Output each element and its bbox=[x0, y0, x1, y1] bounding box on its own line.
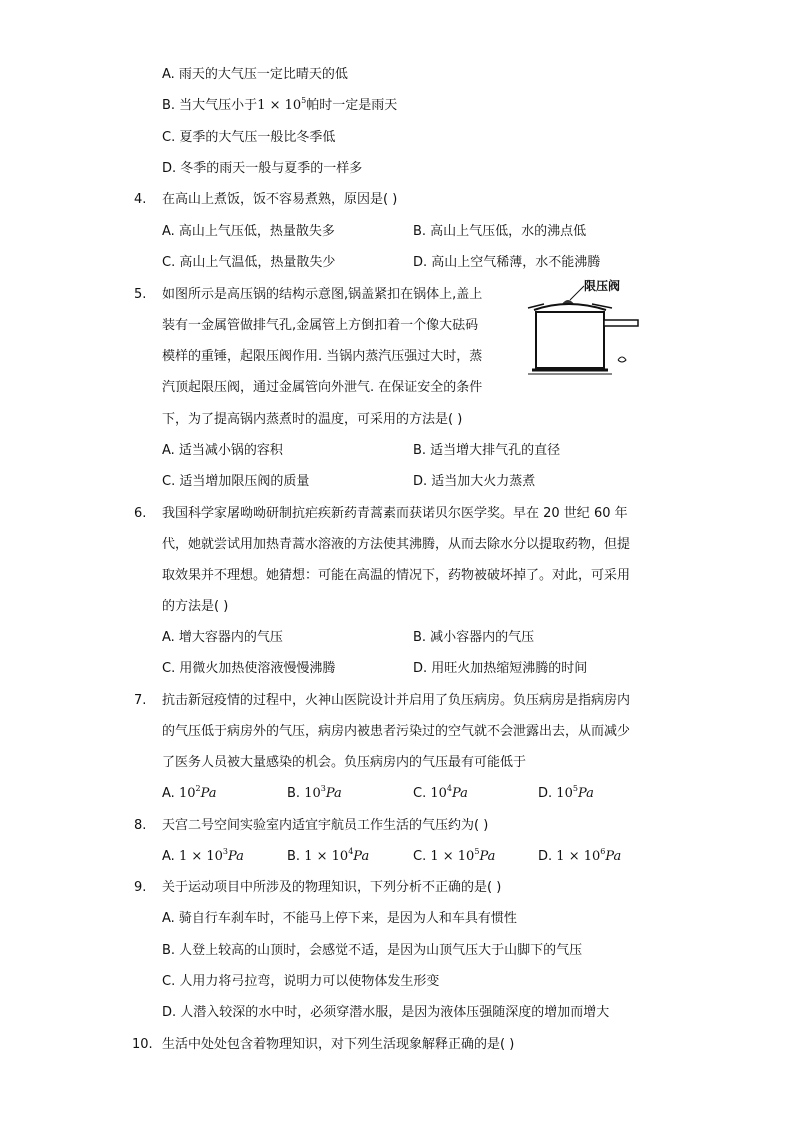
q3-option-a: A. 雨天的大气压一定比晴天的低 bbox=[162, 67, 348, 82]
q3-option-b-post: 帕时一定是雨天 bbox=[306, 98, 398, 113]
q3-option-b-pre: B. 当大气压小于 bbox=[162, 98, 258, 113]
q7-option-d-base: 10 bbox=[556, 786, 573, 801]
q6-option-d: D. 用旺火加热缩短沸腾的时间 bbox=[413, 661, 588, 676]
q5-option-d: D. 适当加大火力蒸煮 bbox=[413, 474, 536, 489]
q4-option-a: A. 高山上气压低，热量散失多 bbox=[162, 224, 335, 239]
q3-option-c: C. 夏季的大气压一般比冬季低 bbox=[162, 130, 336, 145]
q5-number: 5. bbox=[134, 287, 147, 302]
q7-stem-line-3: 了医务人员被大量感染的机会。负压病房内的气压最有可能低于 bbox=[162, 755, 527, 770]
q7-option-c-unit: Pa bbox=[452, 786, 468, 801]
q8-option-b bbox=[287, 848, 369, 866]
q8-option-b-exp: 4 bbox=[348, 847, 354, 856]
q7-option-c bbox=[413, 785, 468, 803]
q7-option-b-exp: 3 bbox=[320, 784, 326, 793]
q8-option-c bbox=[413, 848, 495, 866]
relief-valve-label: 限压阀 bbox=[584, 279, 621, 293]
q5-stem-line-1: 如图所示是高压锅的结构示意图,锅盖紧扣在锅体上,盖上 bbox=[162, 287, 483, 302]
q8-option-c-unit: Pa bbox=[479, 849, 496, 864]
cooker-body bbox=[536, 312, 604, 368]
q9-stem: 关于运动项目中所涉及的物理知识，下列分析不正确的是( ) bbox=[162, 880, 502, 895]
q5-stem-line-2: 装有一金属管做排气孔,金属管上方倒扣着一个像大砝码 bbox=[162, 318, 479, 333]
q7-option-c-label: C. bbox=[413, 786, 427, 801]
q3-option-d: D. 冬季的雨天一般与夏季的一样多 bbox=[162, 161, 363, 176]
cooker-handle bbox=[604, 320, 638, 326]
q6-option-b: B. 减小容器内的气压 bbox=[413, 630, 535, 645]
q6-stem-line-3: 取效果并不理想。她猜想：可能在高温的情况下，药物被破坏掉了。对此，可采用 bbox=[162, 568, 631, 583]
q7-option-a bbox=[162, 785, 217, 803]
q8-option-d-label: D. bbox=[538, 849, 553, 864]
q8-option-a-coef: 1 × 10 bbox=[178, 849, 223, 864]
q6-stem-line-4: 的方法是( ) bbox=[162, 599, 229, 614]
q6-option-a: A. 增大容器内的气压 bbox=[162, 630, 283, 645]
q8-option-b-unit: Pa bbox=[353, 849, 370, 864]
q7-stem-line-1: 抗击新冠疫情的过程中，火神山医院设计并启用了负压病房。负压病房是指病房内 bbox=[162, 693, 631, 708]
q8-option-d-unit: Pa bbox=[605, 849, 622, 864]
q8-option-d-exp: 6 bbox=[600, 847, 606, 856]
q10-stem: 生活中处处包含着物理知识，对下列生活现象解释正确的是( ) bbox=[162, 1037, 515, 1052]
steam-icon bbox=[618, 357, 626, 362]
q8-stem: 天宫二号空间实验室内适宜宇航员工作生活的气压约为( ) bbox=[162, 818, 489, 833]
q9-option-a: A. 骑自行车刹车时，不能马上停下来，是因为人和车具有惯性 bbox=[162, 911, 517, 926]
q8-number: 8. bbox=[134, 818, 147, 833]
q9-option-c: C. 人用力将弓拉弯，说明力可以使物体发生形变 bbox=[162, 974, 440, 989]
q8-option-d-coef: 1 × 10 bbox=[556, 849, 601, 864]
q4-stem: 在高山上煮饭，饭不容易煮熟，原因是( ) bbox=[162, 192, 398, 207]
q7-option-c-base: 10 bbox=[430, 786, 447, 801]
q5-stem-line-4: 汽顶起限压阀，通过金属管向外泄气. 在保证安全的条件 bbox=[162, 380, 483, 395]
q8-option-c-label: C. bbox=[413, 849, 427, 864]
q7-option-d bbox=[538, 785, 594, 803]
pressure-cooker-figure bbox=[522, 274, 640, 388]
q8-option-d bbox=[538, 848, 621, 866]
q7-stem-line-2: 的气压低于病房外的气压，病房内被患者污染过的空气就不会泄露出去，从而减少 bbox=[162, 724, 631, 739]
q4-number: 4. bbox=[134, 192, 147, 207]
q7-option-a-exp: 2 bbox=[195, 784, 201, 793]
q4-option-b: B. 高山上气压低，水的沸点低 bbox=[413, 224, 587, 239]
q8-option-a-unit: Pa bbox=[228, 849, 244, 864]
pressure-cooker-diagram bbox=[522, 274, 640, 384]
q6-number: 6. bbox=[134, 506, 147, 521]
q8-option-a bbox=[162, 848, 244, 866]
q7-option-b-base: 10 bbox=[304, 786, 321, 801]
q7-option-d-unit: Pa bbox=[577, 786, 594, 801]
q8-option-c-coef: 1 × 10 bbox=[430, 849, 475, 864]
q9-option-d: D. 人潜入较深的水中时，必须穿潜水服，是因为液体压强随深度的增加而增大 bbox=[162, 1005, 610, 1020]
q5-option-c: C. 适当增加限压阀的质量 bbox=[162, 474, 310, 489]
q7-option-b bbox=[287, 785, 342, 803]
q9-option-b: B. 人登上较高的山顶时，会感觉不适，是因为山顶气压大于山脚下的气压 bbox=[162, 943, 583, 958]
q8-option-a-label: A. bbox=[162, 849, 175, 864]
q3-option-b bbox=[162, 97, 397, 115]
q10-number: 10. bbox=[132, 1037, 153, 1052]
q7-option-a-label: A. bbox=[162, 786, 175, 801]
q7-option-d-label: D. bbox=[538, 786, 553, 801]
q8-option-c-exp: 5 bbox=[474, 847, 480, 856]
q7-number: 7. bbox=[134, 693, 147, 708]
q5-stem-line-3: 模样的重锤，起限压阀作用. 当锅内蒸汽压强过大时，蒸 bbox=[162, 349, 483, 364]
q3-option-b-exp: 5 bbox=[301, 96, 307, 105]
q6-option-c: C. 用微火加热使溶液慢慢沸腾 bbox=[162, 661, 336, 676]
label-pointer-line bbox=[570, 286, 584, 300]
q7-option-d-exp: 5 bbox=[572, 784, 578, 793]
q8-option-b-coef: 1 × 10 bbox=[304, 849, 349, 864]
q4-option-c: C. 高山上气温低，热量散失少 bbox=[162, 255, 336, 270]
q9-number: 9. bbox=[134, 880, 147, 895]
q7-option-b-unit: Pa bbox=[325, 786, 342, 801]
q5-option-b: B. 适当增大排气孔的直径 bbox=[413, 443, 561, 458]
q8-option-a-exp: 3 bbox=[222, 847, 229, 856]
q4-option-d: D. 高山上空气稀薄，水不能沸腾 bbox=[413, 255, 601, 270]
q6-stem-line-2: 代，她就尝试用加热青蒿水溶液的方法使其沸腾，从而去除水分以提取药物，但提 bbox=[162, 537, 631, 552]
q7-option-b-label: B. bbox=[287, 786, 301, 801]
q3-option-b-math: 1 × 10 bbox=[257, 98, 302, 113]
q7-option-c-exp: 4 bbox=[446, 784, 452, 793]
q6-stem-line-1: 我国科学家屠呦呦研制抗疟疾新药青蒿素而获诺贝尔医学奖。早在 20 世纪 60 年 bbox=[162, 506, 628, 521]
q8-option-b-label: B. bbox=[287, 849, 301, 864]
q5-stem-line-5: 下，为了提高锅内蒸煮时的温度，可采用的方法是( ) bbox=[162, 412, 463, 427]
q7-option-a-unit: Pa bbox=[200, 786, 217, 801]
q5-option-a: A. 适当减小锅的容积 bbox=[162, 443, 283, 458]
q7-option-a-base: 10 bbox=[178, 786, 196, 801]
